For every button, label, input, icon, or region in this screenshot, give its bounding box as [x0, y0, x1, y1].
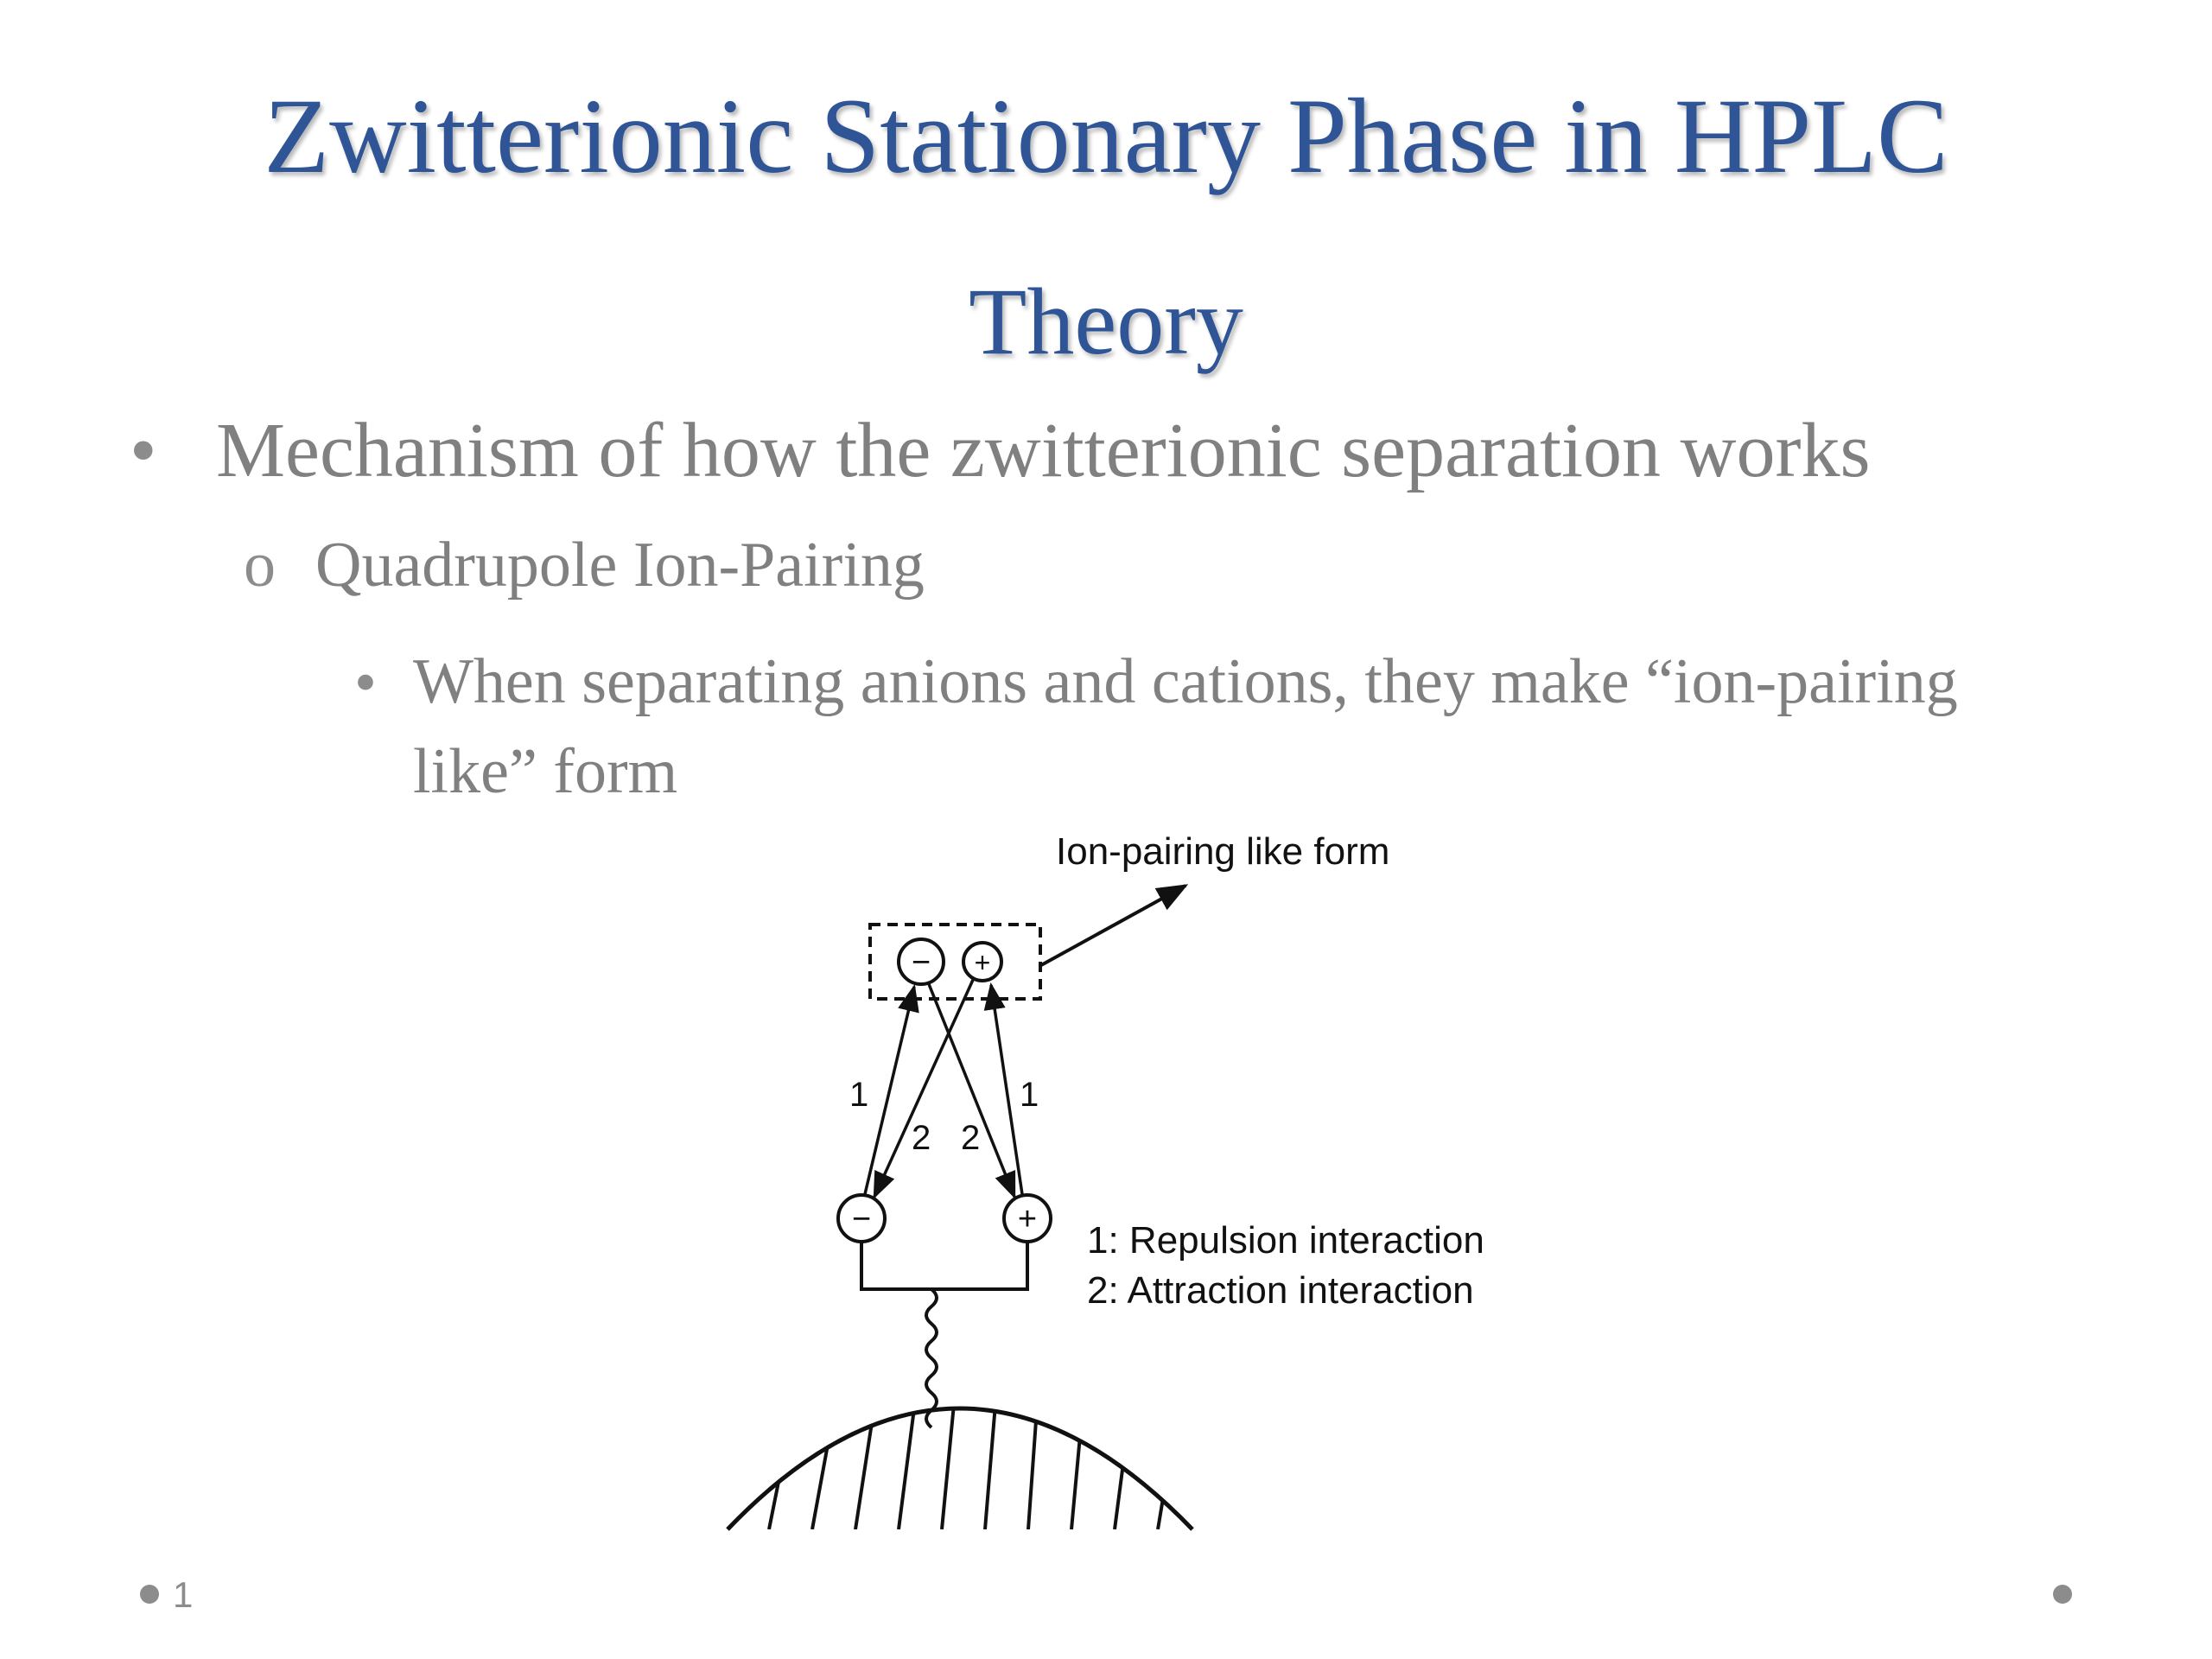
- arrow-label-left-1: 1: [849, 1076, 869, 1114]
- spacer-chain: [926, 1289, 937, 1427]
- bullet-level2-text: Quadrupole Ion-Pairing: [315, 530, 925, 601]
- arrow-label-right-2: 2: [961, 1119, 981, 1157]
- bullet-level1-text: Mechanism of how the zwitterionic separation works: [216, 408, 1871, 493]
- ion-pair-dashed-box: [870, 925, 1040, 999]
- legend-attraction: 2: Attraction interaction: [1087, 1269, 1474, 1312]
- footer-left-dot: [140, 1585, 159, 1604]
- attraction-arrow-right: [929, 984, 1014, 1197]
- bullet-marker-level3: •: [354, 647, 377, 718]
- ion-pairing-label: Ion-pairing like form: [1056, 830, 1390, 873]
- silica-particle-surface: [728, 1408, 1192, 1529]
- page-number: 1: [173, 1574, 194, 1615]
- slide-title: Zwitterionic Stationary Phase in HPLC: [264, 77, 1948, 195]
- arrow-label-right-1: 1: [1020, 1076, 1039, 1114]
- bullet-level3-text: When separating anions and cations, they make “ion-pairing like” form: [413, 646, 1958, 807]
- bullet-marker-level2: o: [244, 530, 276, 601]
- ion-pairing-pointer-arrow: [1041, 886, 1185, 965]
- top-anion-sign: −: [911, 944, 931, 981]
- top-cation-sign: +: [974, 947, 991, 978]
- arrow-label-left-2: 2: [912, 1119, 931, 1157]
- bullet-marker-level1: •: [130, 408, 157, 493]
- legend-repulsion: 1: Repulsion interaction: [1087, 1219, 1484, 1262]
- silica-hatching: [769, 1404, 1171, 1529]
- bound-anion-sign: −: [851, 1201, 872, 1237]
- slide-subtitle: Theory: [969, 269, 1243, 374]
- bound-cation-sign: +: [1017, 1201, 1038, 1237]
- repulsion-arrow-right: [991, 985, 1022, 1194]
- zwitterion-linker: [861, 1242, 1027, 1289]
- footer-right-dot: [2053, 1585, 2072, 1604]
